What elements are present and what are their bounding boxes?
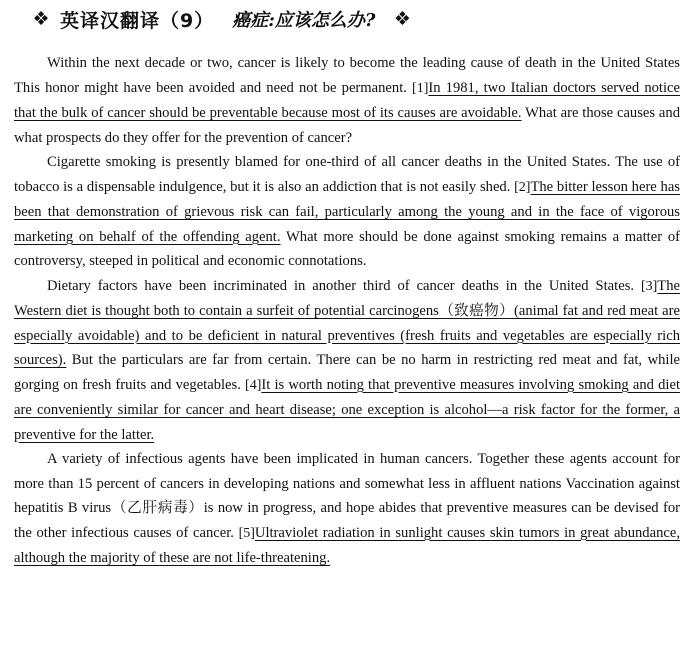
sentence-marker: [4] — [245, 377, 262, 393]
underlined-sentence: Ultraviolet radiation in sunlight causes skin tumors in great abundance, although the majority of these are not life-threatening. — [14, 524, 680, 566]
article-body — [14, 51, 680, 571]
ornament-right-icon: ❖ — [393, 8, 411, 30]
page-title: 英译汉翻译（9） — [60, 9, 215, 32]
underlined-sentence: The bitter lesson here has been that demonstration of grievous risk can fail, particularly among the young and in the face of vigorous marketing on behalf of the offending agent. — [14, 178, 680, 245]
paragraph-text: But the particulars are far from certain. There can be no harm in restricting red meat and fat, while gorging on fresh fruits and vegetables. — [14, 352, 680, 393]
page-header — [30, 4, 680, 34]
sentence-marker: [5] — [238, 525, 255, 541]
paragraph-3 — [14, 274, 680, 448]
page-subtitle: 癌症:应该怎么办? — [232, 10, 376, 31]
sentence-marker: [2] — [514, 179, 531, 195]
underlined-sentence: The Western diet is thought both to contain a surfeit of potential carcinogens（致癌物）(animal fat and red meat are especially avoidable) and to be deficient in natural preventives (fresh fruits and vegetables are especially rich sources). — [14, 277, 680, 368]
underlined-sentence: It is worth noting that preventive measures involving smoking and diet are conveniently similar for cancer and heart disease; one exception is alcohol—a risk factor for the former, a preventive for the latter. — [14, 376, 681, 443]
paragraph-text: Dietary factors have been incriminated in another third of cancer deaths in the United States. — [47, 277, 641, 294]
sentence-marker: [1] — [412, 80, 429, 96]
paragraph-text: What more should be done against smoking remains a matter of controversy, steeped in political and economic connotations. — [14, 228, 680, 269]
paragraph-text: What are those causes and what prospects do they offer for the prevention of cancer? — [14, 105, 680, 146]
underlined-sentence: In 1981, two Italian doctors served notice that the bulk of cancer should be preventable because most of its causes are avoidable. — [14, 79, 680, 121]
ornament-left-icon: ❖ — [32, 8, 50, 30]
paragraph-text: Cigarette smoking is presently blamed for one-third of all cancer deaths in the United States. The use of tobacco is a dispensable indulgence, but it is also an addiction that is not easily shed. — [14, 154, 680, 195]
sentence-marker: [3] — [640, 278, 658, 294]
paragraph-1 — [14, 51, 680, 150]
paragraph-text: A variety of infectious agents have been implicated in human cancers. Together these agents account for more than 15 percent of cancers in developing nations and somewhat less in affluent nations Vaccination against hepatitis B virus（乙肝病毒）is now in progress, and hope abides that preventive measures can be devised for the other infectious causes of cancer. — [14, 451, 680, 541]
paragraph-text: Within the next decade or two, cancer is likely to become the leading cause of death in the United States This honor might have been avoided and need not be permanent. — [14, 55, 680, 96]
paragraph-2 — [14, 150, 680, 274]
paragraph-4 — [14, 447, 680, 571]
